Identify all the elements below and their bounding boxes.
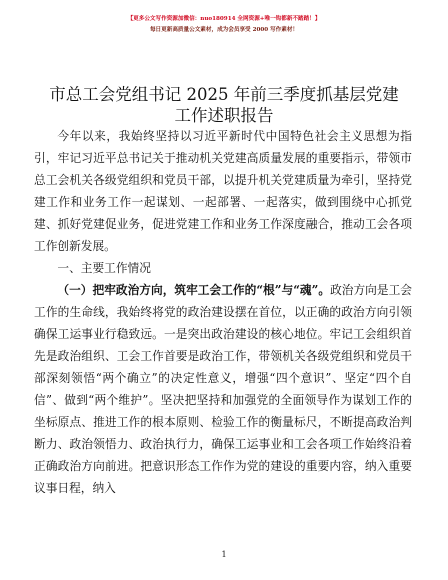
document-title-line-1: 市总工会党组书记 2025 年前三季度抓基层党建 [49,85,399,104]
promo-banner-line-1: 【更多公文写作资源加微信：nuo180914 全网资源+唯一钩都新不踏踏！】 [127,16,321,22]
intro-paragraph: 今年以来，我始终坚持以习近平新时代中国特色社会主义思想为指引，牢记习近平总书记关于推动机关党建高质量发展的重要指示，带领市总工会机关各级党组织和党员干部，以提升机关党建质量为牵引，坚持党建工作和业务工作一起谋划、一起部署、一起落实，做到围绕中心抓党建、抓好党建促业务，促进党建工作和业务工作深度融合，推动工会各项工作创新发展。 [34,129,412,253]
document-body [34,125,412,499]
document-title-line-2: 工作述职报告 [174,106,274,125]
subsection-heading-1: （一）把牢政治方向，筑牢工会工作的“根”与“魂”。 [57,283,331,297]
subsection-paragraph-1 [34,279,412,499]
section-heading-main-work: 一、主要工作情况 [57,261,151,275]
page-number: 1 [221,550,227,559]
promo-banner-line-2: 每日更新高质量公文素材，成为会员享受 2000 写作素材！ [149,27,299,33]
subsection-text-1: 政治方向是工会工作的生命线，我始终将党的政治建设摆在首位，以正确的政治方向引领确保工运事业行稳致远。一是突出政治建设的核心地位。牢记工会组织首先是政治组织、工会工作首要是政治工作，带领机关各级党组织和党员干部深刻领悟“两个确立”的决定性意义，增强“四个意识”、坚定“四个自信”、做到“两个维护”。坚决把坚持和加强党的全面领导作为谋划工作的坐标原点、推进工作的根本原则、检验工作的衡量标尺，不断提高政治判断力、政治领悟力、政治执行力，确保工运事业和工会各项工作始终沿着正确政治方向前进。把意识形态工作作为党的建设的重要内容，纳入重要议事日程，纳入 [34,283,412,495]
